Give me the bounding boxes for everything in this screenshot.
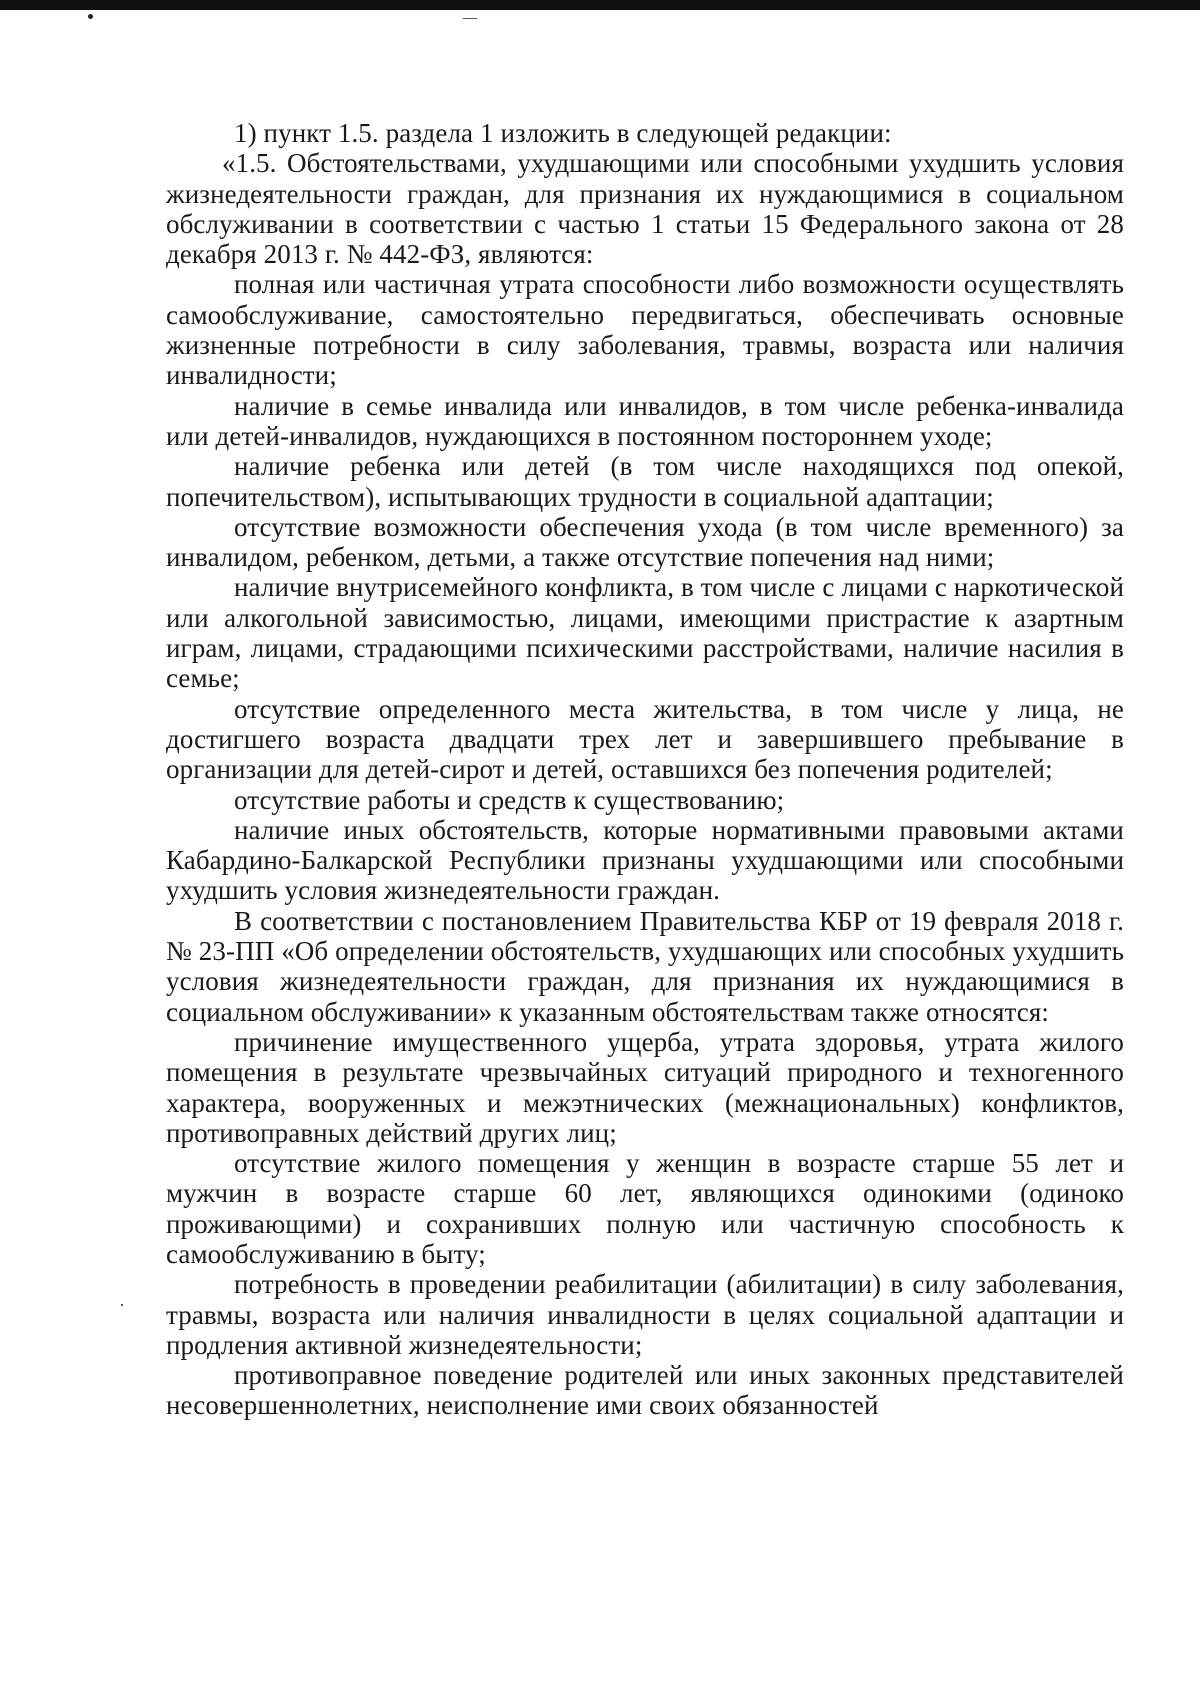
paragraph: «1.5. Обстоятельствами, ухудшающими или способными ухудшить условия жизнедеятельности граждан, для признания их нуждающимися в социальном обслуживании в соответствии с частью 1 статьи 15 Федерального закона от 28 декабря 2013 г. № 442-ФЗ, являются:	[166, 148, 1124, 270]
scan-mark	[463, 18, 477, 19]
paragraph: наличие ребенка или детей (в том числе находящихся под опекой, попечительством), испытывающих трудности в социальной адаптации;	[166, 451, 1124, 512]
paragraph: противоправное поведение родителей или иных законных представителей несовершеннолетних, неисполнение ими своих обязанностей	[166, 1360, 1124, 1421]
paragraph: причинение имущественного ущерба, утрата здоровья, утрата жилого помещения в результате чрезвычайных ситуаций природного и техногенного характера, вооруженных и межэтнических (межнациональных) конфликтов, противоправных действий других лиц;	[166, 1026, 1124, 1148]
scan-speck	[88, 14, 93, 19]
paragraph: наличие внутрисемейного конфликта, в том числе с лицами с наркотической или алкогольной зависимостью, лицами, имеющими пристрастие к азартным играм, лицами, страдающими психическими расстройствами, наличие насилия в семье;	[166, 572, 1124, 694]
paragraph: В соответствии с постановлением Правительства КБР от 19 февраля 2018 г. № 23-ПП «Об определении обстоятельств, ухудшающих или способных ухудшить условия жизнедеятельности граждан, для признания их нуждающимися в социальном обслуживании» к указанным обстоятельствам также относятся:	[166, 905, 1124, 1027]
document-page	[166, 118, 1124, 1421]
paragraph: наличие в семье инвалида или инвалидов, в том числе ребенка-инвалида или детей-инвалидов, нуждающихся в постоянном постороннем уходе;	[166, 390, 1124, 451]
paragraph: потребность в проведении реабилитации (абилитации) в силу заболевания, травмы, возраста или наличия инвалидности в целях социальной адаптации и продления активной жизнедеятельности;	[166, 1269, 1124, 1360]
paragraph: отсутствие работы и средств к существованию;	[234, 784, 785, 815]
paragraph: отсутствие возможности обеспечения ухода (в том числе временного) за инвалидом, ребенком, детьми, а также отсутствие попечения над ними;	[166, 511, 1124, 573]
paragraph: 1) пункт 1.5. раздела 1 изложить в следующей редакции:	[234, 118, 892, 148]
scan-speck	[121, 1304, 123, 1306]
paragraph: отсутствие определенного места жительства, в том числе у лица, не достигшего возраста двадцати трех лет и завершившего пребывание в организации для детей-сирот и детей, оставшихся без попечения родителей;	[166, 693, 1124, 785]
paragraph: наличие иных обстоятельств, которые нормативными правовыми актами Кабардино-Балкарской Республики признаны ухудшающими или способными ухудшить условия жизнедеятельности граждан.	[166, 814, 1124, 906]
scan-top-border	[0, 0, 1200, 10]
paragraph: полная или частичная утрата способности либо возможности осуществлять самообслуживание, самостоятельно передвигаться, обеспечивать основные жизненные потребности в силу заболевания, травмы, возраста или наличия инвалидности;	[166, 269, 1124, 391]
paragraph: отсутствие жилого помещения у женщин в возрасте старше 55 лет и мужчин в возрасте старше 60 лет, являющихся одинокими (одиноко проживающими) и сохранивших полную или частичную способность к самообслуживанию в быту;	[166, 1148, 1124, 1269]
